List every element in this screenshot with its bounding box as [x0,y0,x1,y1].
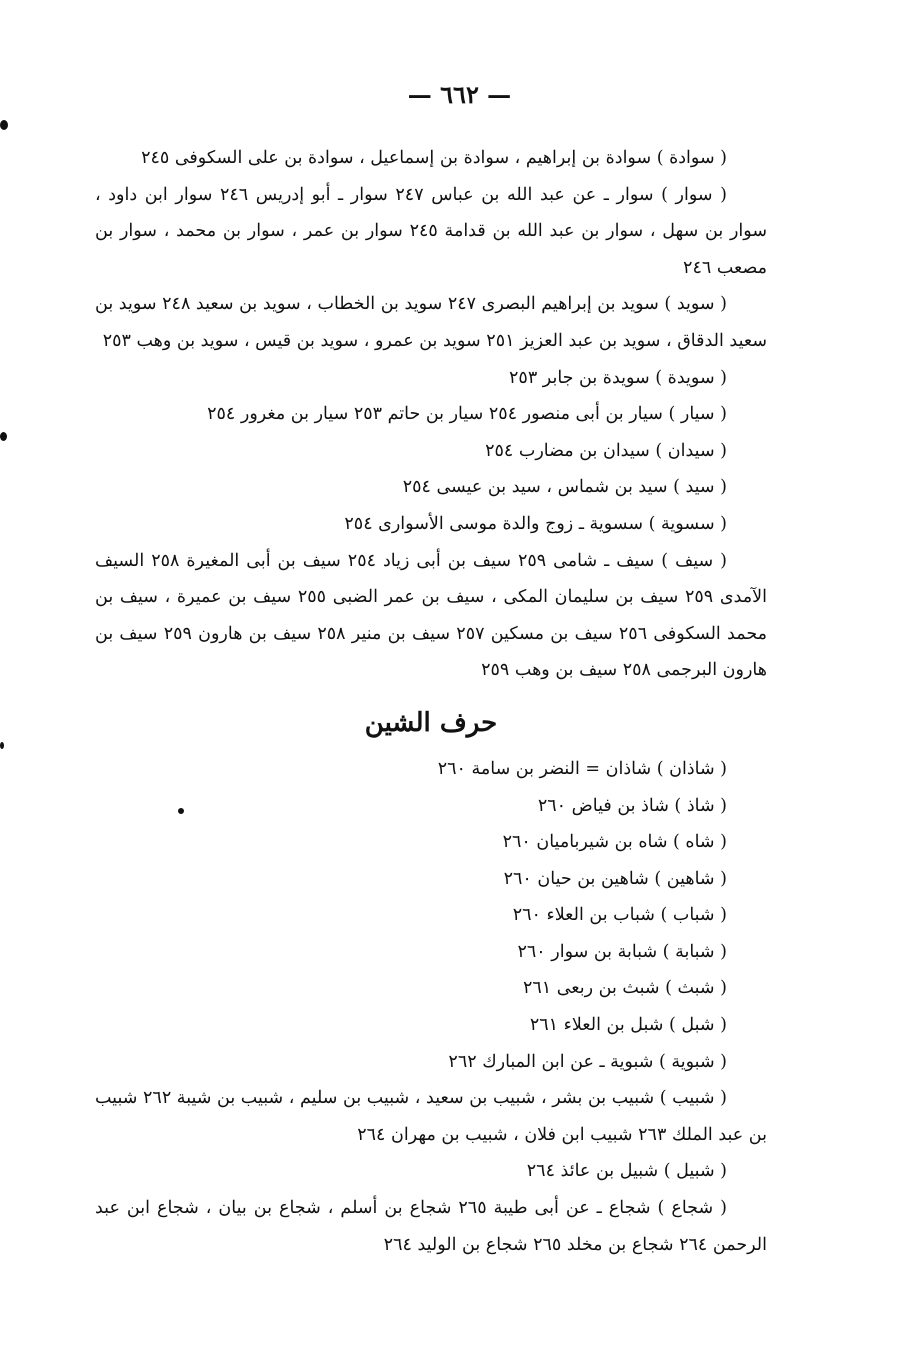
index-entry-shadhan: ( شاذان ) شاذان = النضر بن سامة ٢٦٠ [437,758,727,779]
index-entry-shibl: ( شبل ) شبل بن العلاء ٢٦١ [529,1015,727,1036]
index-entry-shuja: ( شجاع ) شجاع ـ عن أبى طيبة ٢٦٥ شجاع بن أسلم ، شجاع بن بيان ، شجاع ابن عبد الرحمن ٢٦٤ شجاع بن مخلد ٢٦٥ شجاع بن الوليد ٢٦٤ [95,1198,767,1255]
index-entry-sayf: ( سيف ) سيف ـ شامى ٢٥٩ سيف بن أبى زياد ٢٥٤ سيف بن أبى المغيرة ٢٥٨ السيف الآمدى ٢٥٩ سيف بن سليمان المكى ، سيف بن عمر الضبى ٢٥٥ سيف بن عميرة ، سيف بن محمد السكوفى ٢٥٦ سيف بن مسكين ٢٥٧ سيف بن منير ٢٥٨ سيف بن هارون ٢٥٩ سيف بن هارون البرجمى ٢٥٨ سيف بن وهب ٢٥٩ [95,550,767,681]
index-entry-shabab: ( شباب ) شباب بن العلاء ٢٦٠ [512,905,727,926]
index-entry-sawwar: ( سوار ) سوار ـ عن عبد الله بن عباس ٢٤٧ سوار ـ أبو إدريس ٢٤٦ سوار ابن داود ، سوار بن سهل ، سوار بن عبد الله بن قدامة ٢٤٥ سوار بن عمر ، سوار بن محمد ، سوار بن مصعب ٢٤٦ [95,184,767,278]
index-entry-saydan: ( سيدان ) سيدان بن مضارب ٢٥٤ [485,440,727,461]
ink-speck [178,808,184,814]
index-entry-shahin: ( شاهين ) شاهين بن حيان ٢٦٠ [503,868,727,889]
index-entry-shababa: ( شبابة ) شبابة بن سوار ٢٦٠ [517,941,727,962]
margin-mark-middle [0,432,7,441]
index-entry-sawada: ( سوادة ) سوادة بن إبراهيم ، سوادة بن إسماعيل ، سوادة بن على السكوفى ٢٤٥ [141,148,727,168]
index-entry-shabib: ( شبيب ) شبيب بن بشر ، شبيب بن سعيد ، شبيب بن سليم ، شبيب بن شيبة ٢٦٢ شبيب بن عبد الملك ٢٦٣ شبيب ابن فلان ، شبيب بن مهران ٢٦٤ [95,1088,767,1145]
margin-mark-top [0,120,8,130]
index-entry-suwayd: ( سويد ) سويد بن إبراهيم البصرى ٢٤٧ سويد بن الخطاب ، سويد بن سعيد ٢٤٨ سويد بن سعيد الدقاق ، سويد بن عبد العزيز ٢٥١ سويد بن عمرو ، سويد بن قيس ، سويد بن وهب ٢٥٣ [95,294,767,351]
margin-mark-lower [0,742,4,749]
index-entry-saswiya: ( سسوية ) سسوية ـ زوج والدة موسى الأسوارى ٢٥٤ [344,513,727,534]
section-heading-shin: حرف الشين [364,707,498,738]
index-entry-shah: ( شاه ) شاه بن شيربامیان ٢٦٠ [502,832,727,853]
index-entry-shadh: ( شاذ ) شاذ بن فياض ٢٦٠ [537,795,727,816]
shin-entries [95,751,767,1263]
page-number: — ٦٦٢ — [407,80,512,109]
index-content [95,140,767,1263]
sin-entries [95,140,767,689]
index-entry-sayyar: ( سيار ) سيار بن أبى منصور ٢٥٤ سيار بن حاتم ٢٥٣ سيار بن مغرور ٢٥٤ [207,404,727,425]
index-entry-suwayda: ( سويدة ) سويدة بن جابر ٢٥٣ [509,367,727,388]
index-entry-shabath: ( شبث ) شبث بن ربعى ٢٦١ [522,978,727,999]
index-entry-sayyid: ( سيد ) سيد بن شماس ، سيد بن عيسى ٢٥٤ [402,477,727,498]
index-entry-shabawayh: ( شبوية ) شبوية ـ عن ابن المبارك ٢٦٢ [448,1051,727,1072]
index-entry-shubayl: ( شبيل ) شبيل بن عائذ ٢٦٤ [526,1161,727,1182]
